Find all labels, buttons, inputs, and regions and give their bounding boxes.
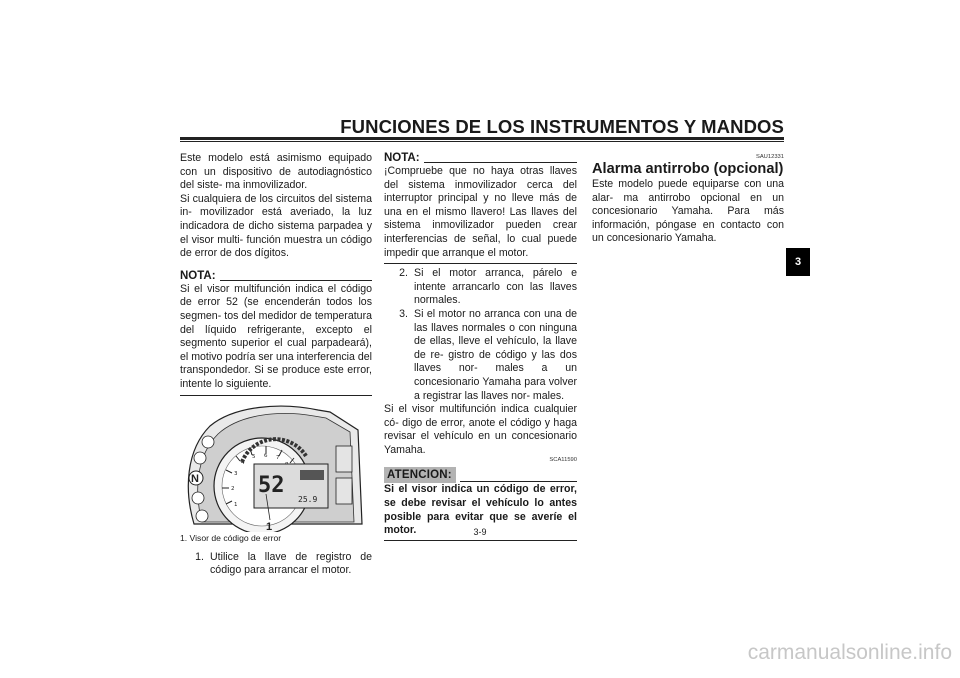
column-right: [592, 152, 784, 246]
list-item: [384, 308, 577, 403]
watermark: carmanualsonline.info: [747, 641, 952, 664]
svg-text:N: N: [191, 472, 199, 485]
atencion-label: ATENCION:: [384, 467, 456, 483]
step-number: 1.: [195, 550, 204, 563]
svg-text:5: 5: [252, 453, 256, 460]
instrument-cluster-figure: [180, 400, 372, 532]
list-item: [384, 267, 577, 308]
section-title: Alarma antirrobo (opcional): [592, 161, 784, 177]
header-rule: [180, 137, 784, 140]
column-left: [180, 152, 372, 578]
display-reading: 25.9: [298, 494, 318, 504]
steps-list-continued: [384, 267, 577, 403]
after-steps-paragraph: Si el visor multifunción indica cualquier có- digo de error, anote el código y haga revisar el vehículo en un concesionario Yamaha.: [384, 403, 577, 456]
note-label: NOTA:: [180, 269, 216, 282]
page-number: 3-9: [473, 527, 487, 537]
list-item: [180, 551, 372, 578]
step-number: 2.: [399, 267, 408, 280]
svg-text:7: 7: [276, 454, 280, 461]
svg-text:2: 2: [231, 485, 235, 492]
chapter-tab: 3: [786, 248, 810, 276]
note-end-rule-2: [384, 263, 577, 264]
note-label-2: NOTA:: [384, 152, 420, 164]
page-header-title: FUNCIONES DE LOS INSTRUMENTOS Y MANDOS: [340, 116, 784, 137]
atencion-text: Si el visor indica un código de error, se debe revisar el vehículo lo antes posible para evitar que se averíe el motor.: [384, 483, 577, 537]
intro-paragraph: Este modelo está asimismo equipado con un dispositivo de autodiagnóstico del siste- ma inmovilizador.: [180, 152, 372, 192]
svg-text:6: 6: [264, 452, 268, 459]
reference-code: SCA11590: [549, 457, 577, 464]
reference-code-2: SAU12331: [755, 154, 784, 160]
svg-text:1: 1: [234, 501, 238, 508]
section-text: Este modelo puede equiparse con una alar- ma antirrobo opcional en un concesionario Yamaha. Para más información, póngase en contacto con un concesionario Yamaha.: [592, 178, 784, 245]
atencion-end-rule: [384, 540, 577, 541]
svg-text:4: 4: [241, 459, 245, 466]
intro-paragraph-2: Si cualquiera de los circuitos del sistema in- movilizador está averiado, la luz indicadora de dicho sistema parpadea y el visor multi- función muestra un código de error de dos dígitos.: [180, 192, 372, 260]
note-heading: [180, 270, 372, 283]
note-text: Si el visor multifunción indica el código de error 52 (se encenderán todos los segmen- tos del medidor de temperatura del líquido refrigerante, excepto el segmento superior el cual parpadeará), el motivo podría ser una interferencia del transpondedor. Si se produce este error, intente lo siguiente.: [180, 282, 372, 390]
figure-caption: 1. Visor de código de error: [180, 532, 282, 543]
atencion-rule: [460, 481, 577, 482]
steps-list-start: [180, 551, 372, 578]
step-text: Si el motor no arranca con una de las llaves normales o con ninguna de ellas, lleve el vehículo, la llave de re- gistro de código y las dos llaves nor- males a un concesionario Yamaha para volver a registrar las llaves nor- males.: [414, 307, 577, 402]
figure-callout: 1: [266, 520, 273, 532]
note-rule: [220, 280, 372, 281]
header-rule-thin: [180, 141, 784, 142]
step-text: Si el motor arranca, párelo e intente arrancarlo con las llaves normales.: [414, 267, 577, 307]
note-rule-2: [424, 162, 577, 163]
note-text-2: ¡Compruebe que no haya otras llaves del sistema inmovilizador cerca del interruptor principal y no lleve más de una en el mismo llavero! Las llaves del sistema inmovilizador pueden crear interferencias de señal, lo cual puede impedir que arranque el motor.: [384, 165, 577, 259]
svg-text:3: 3: [234, 470, 238, 477]
display-code: 52: [258, 472, 285, 498]
note-end-rule: [180, 395, 372, 396]
step-text: Utilice la llave de registro de código para arrancar el motor.: [210, 550, 372, 577]
instrument-cluster-illustration: [180, 400, 372, 532]
note-heading-2: [384, 152, 577, 165]
atencion-heading: [384, 467, 577, 483]
step-number: 3.: [399, 307, 408, 320]
column-middle: [384, 152, 577, 541]
